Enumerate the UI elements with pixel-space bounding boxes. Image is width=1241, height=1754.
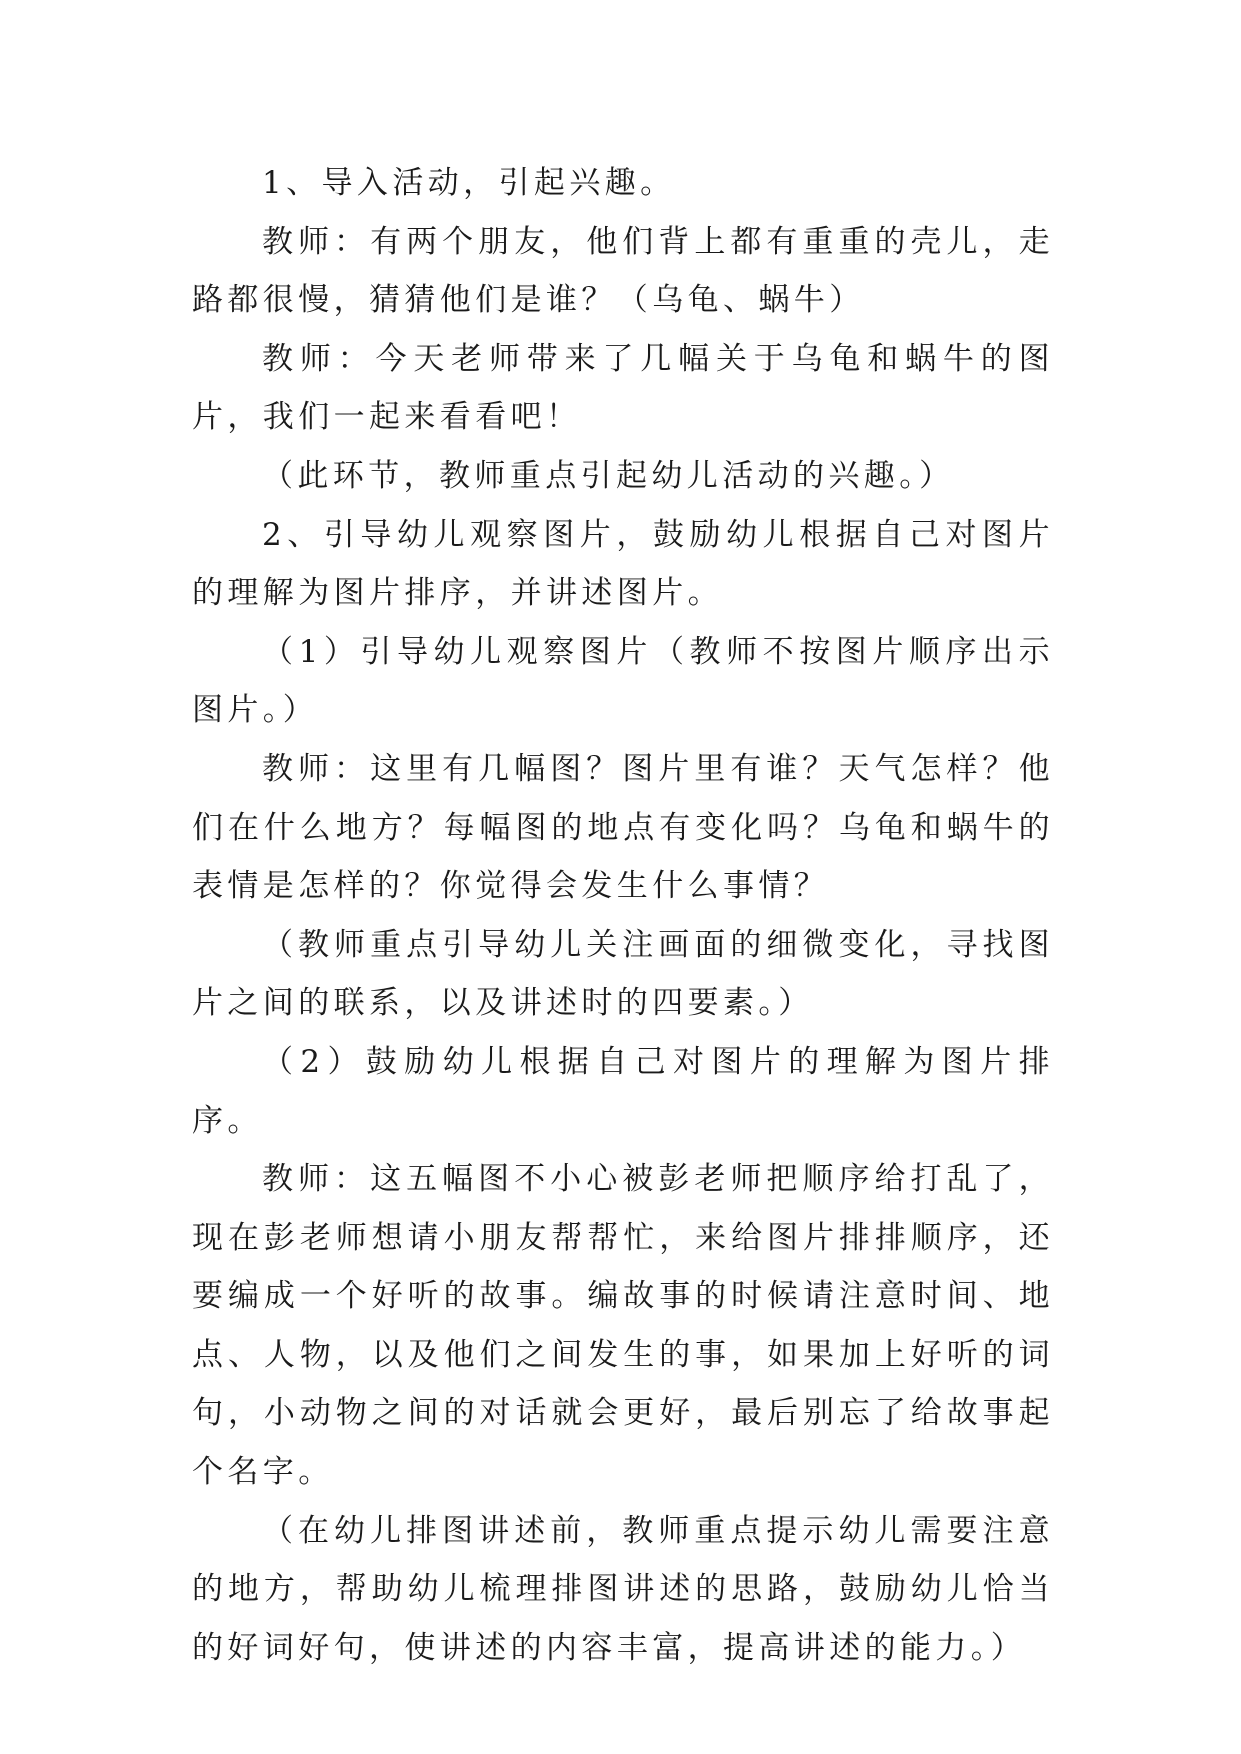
paragraph-11: （在幼儿排图讲述前，教师重点提示幼儿需要注意的地方，帮助幼儿梳理排图讲述的思路，鼓励幼儿恰当的好词好句，使讲述的内容丰富，提高讲述的能力。） (192, 1512, 1054, 1666)
paragraph-3: 教师：今天老师带来了几幅关于乌龟和蜗牛的图片，我们一起来看看吧！ (192, 340, 1054, 436)
paragraph-1: 1、导入活动，引起兴趣。 (262, 165, 676, 201)
paragraph-7: 教师：这里有几幅图？图片里有谁？天气怎样？他们在什么地方？每幅图的地点有变化吗？乌龟和蜗牛的表情是怎样的？你觉得会发生什么事情？ (192, 750, 1054, 905)
document-body (192, 154, 1054, 1677)
paragraph-2: 教师：有两个朋友，他们背上都有重重的壳儿，走路都很慢，猜猜他们是谁？（乌龟、蜗牛） (192, 223, 1054, 319)
paragraph-5: 2、引导幼儿观察图片，鼓励幼儿根据自己对图片的理解为图片排序，并讲述图片。 (192, 516, 1054, 612)
paragraph-4: （此环节，教师重点引起幼儿活动的兴趣。） (262, 457, 955, 494)
paragraph-9: （2）鼓励幼儿根据自己对图片的理解为图片排序。 (192, 1043, 1054, 1139)
paragraph-6: （1）引导幼儿观察图片（教师不按图片顺序出示图片。） (192, 633, 1054, 729)
paragraph-8: （教师重点引导幼儿关注画面的细微变化，寻找图片之间的联系，以及讲述时的四要素。） (192, 926, 1054, 1022)
paragraph-10: 教师：这五幅图不小心被彭老师把顺序给打乱了，现在彭老师想请小朋友帮帮忙，来给图片排排顺序，还要编成一个好听的故事。编故事的时候请注意时间、地点、人物，以及他们之间发生的事，如果加上好听的词句，小动物之间的对话就会更好，最后别忘了给故事起个名字。 (192, 1161, 1054, 1491)
